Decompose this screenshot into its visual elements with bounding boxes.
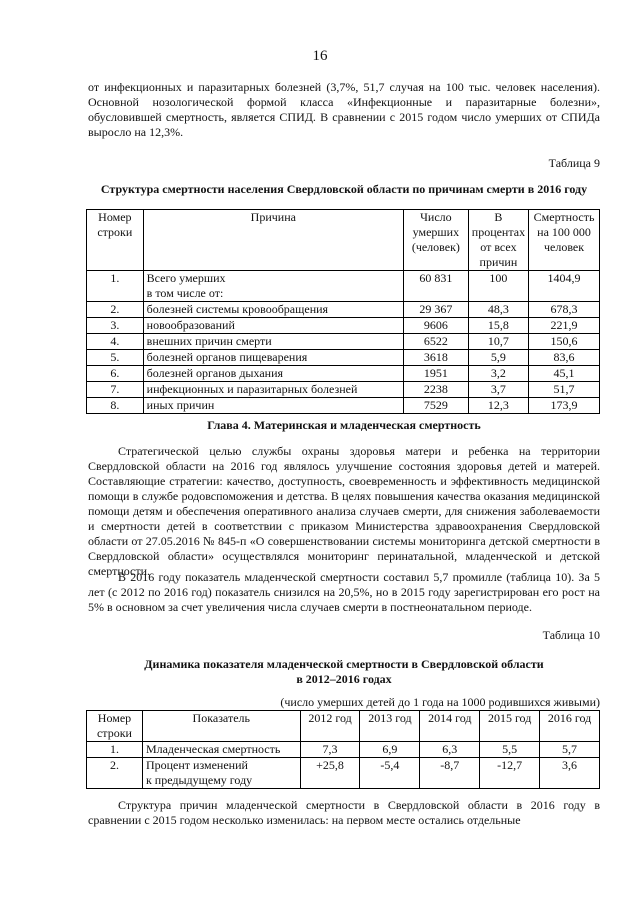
table-row: [87, 398, 600, 414]
row-indicator-text: Процент изменений: [145, 758, 248, 772]
table-row: [87, 271, 600, 302]
table-row: [87, 302, 600, 318]
row-rate: 173,9: [529, 398, 600, 414]
row-rate: 678,3: [529, 302, 600, 318]
row-number: 3.: [87, 318, 144, 334]
table9-header-pct: В процентах от всех причин: [468, 210, 528, 271]
table9-header-cause: Причина: [143, 210, 403, 271]
paragraph-2: В 2016 году показатель младенческой смертности составил 5,7 промилле (таблица 10). За 5 лет (с 2012 по 2016 год) показатель снизился на 20,5%, но в 2015 году зарегистрирован его рост на 5% в основном за счет увеличения числа случаев смерти в постнеонатальном периоде.: [88, 570, 600, 614]
row-cause: болезней органов пищеварения: [143, 350, 403, 366]
table10: [86, 710, 600, 789]
row-value-2013: 6,9: [360, 742, 420, 758]
table10-header-num: Номер строки: [87, 711, 143, 742]
page-number: 16: [312, 48, 328, 64]
row-cause: инфекционных и паразитарных болезней: [143, 382, 403, 398]
table10-header-2015: 2015 год: [480, 711, 540, 742]
table9-title: Структура смертности населения Свердловской области по причинам смерти в 2016 году: [100, 182, 588, 196]
row-number: 7.: [87, 382, 144, 398]
table10-title-line2: в 2012–2016 годах: [296, 672, 392, 686]
row-cause: внешних причин смерти: [143, 334, 403, 350]
row-cause: болезней системы кровообращения: [143, 302, 403, 318]
row-count: 1951: [403, 366, 468, 382]
row-cause: иных причин: [143, 398, 403, 414]
chapter-heading: Глава 4. Материнская и младенческая смертность: [207, 418, 481, 432]
row-pct: 12,3: [468, 398, 528, 414]
row-value-2012: +25,8: [300, 758, 360, 789]
row-cause-subtext: в том числе от:: [146, 286, 224, 300]
row-number: 6.: [87, 366, 144, 382]
table-row: [87, 758, 600, 789]
table-row: [87, 366, 600, 382]
table-row: [87, 318, 600, 334]
paragraph-1: Стратегической целью службы охраны здоровья матери и ребенка на территории Свердловской области на 2016 год являлось улучшение состояния здоровья детей и матерей. Составляющие стратегии: качество, доступность, своевременность и эффективность медицинской помощи в службе родовспоможения и детства. В целях повышения качества оказания медицинской помощи детям и обеспечения оперативного анализа случаев смерти, для снижения заболеваемости и смертности детей в соответствии с приказом Министерства здравоохранения Свердловской области от 27.05.2016 № 845-п «О совершенствовании системы мониторинга детской смертности в Свердловской области» осуществлялся мониторинг перинатальной, младенческой и детской смертности.: [88, 444, 600, 578]
row-value-2016: 3,6: [540, 758, 600, 789]
table10-header-indicator: Показатель: [142, 711, 300, 742]
row-value-2013: -5,4: [360, 758, 420, 789]
row-number: 2.: [87, 302, 144, 318]
row-number: 8.: [87, 398, 144, 414]
paragraph-3: Структура причин младенческой смертности в Свердловской области в 2016 году в сравнении с 2015 годом несколько изменилась: на первом месте остались отдельные: [88, 798, 600, 827]
row-value-2016: 5,7: [540, 742, 600, 758]
row-value-2015: -12,7: [480, 758, 540, 789]
row-value-2015: 5,5: [480, 742, 540, 758]
row-cause: новообразований: [143, 318, 403, 334]
row-number: 2.: [87, 758, 143, 789]
row-cause: [143, 271, 403, 302]
row-rate: 83,6: [529, 350, 600, 366]
row-count: 9606: [403, 318, 468, 334]
row-value-2014: 6,3: [420, 742, 480, 758]
row-number: 4.: [87, 334, 144, 350]
row-number: 1.: [87, 271, 144, 302]
table10-header-row: [87, 711, 600, 742]
row-rate: 45,1: [529, 366, 600, 382]
table-row: [87, 350, 600, 366]
row-indicator: Младенческая смертность: [142, 742, 300, 758]
row-count: 3618: [403, 350, 468, 366]
table9-header-count: Число умерших (человек): [403, 210, 468, 271]
table10-header-2016: 2016 год: [540, 711, 600, 742]
row-pct: 10,7: [468, 334, 528, 350]
row-value-2012: 7,3: [300, 742, 360, 758]
row-count: 7529: [403, 398, 468, 414]
row-rate: 221,9: [529, 318, 600, 334]
table10-header-2014: 2014 год: [420, 711, 480, 742]
row-number: 1.: [87, 742, 143, 758]
table9-header-num: Номер строки: [87, 210, 144, 271]
table10-title-line1: Динамика показателя младенческой смертности в Свердловской области: [144, 657, 544, 671]
row-pct: 3,2: [468, 366, 528, 382]
row-indicator-subtext: к предыдущему году: [145, 773, 253, 787]
row-number: 5.: [87, 350, 144, 366]
table-row: [87, 742, 600, 758]
table10-units: (число умерших детей до 1 года на 1000 родившихся живыми): [280, 695, 600, 709]
table-row: [87, 382, 600, 398]
row-pct: 48,3: [468, 302, 528, 318]
row-cause-text: Всего умерших: [146, 271, 226, 285]
table9-label: Таблица 9: [548, 156, 600, 170]
row-count: 6522: [403, 334, 468, 350]
row-cause: болезней органов дыхания: [143, 366, 403, 382]
table10-label: Таблица 10: [542, 628, 600, 642]
row-pct: 5,9: [468, 350, 528, 366]
row-indicator: [142, 758, 300, 789]
table10-header-2012: 2012 год: [300, 711, 360, 742]
row-pct: 100: [468, 271, 528, 302]
table9-header-rate: Смертность на 100 000 человек: [529, 210, 600, 271]
row-count: 2238: [403, 382, 468, 398]
row-rate: 51,7: [529, 382, 600, 398]
intro-paragraph: от инфекционных и паразитарных болезней (3,7%, 51,7 случая на 100 тыс. человек населения). Основной нозологической формой класса «Инфекционные и паразитарные болезни», обусловившей смертность, является СПИД. В сравнении с 2015 годом число умерших от СПИДа выросло на 12,3%.: [88, 80, 600, 139]
row-count: 60 831: [403, 271, 468, 302]
row-rate: 1404,9: [529, 271, 600, 302]
row-value-2014: -8,7: [420, 758, 480, 789]
row-pct: 15,8: [468, 318, 528, 334]
table9: [86, 209, 600, 414]
table10-header-2013: 2013 год: [360, 711, 420, 742]
table-row: [87, 334, 600, 350]
row-pct: 3,7: [468, 382, 528, 398]
table9-header-row: [87, 210, 600, 271]
row-count: 29 367: [403, 302, 468, 318]
row-rate: 150,6: [529, 334, 600, 350]
